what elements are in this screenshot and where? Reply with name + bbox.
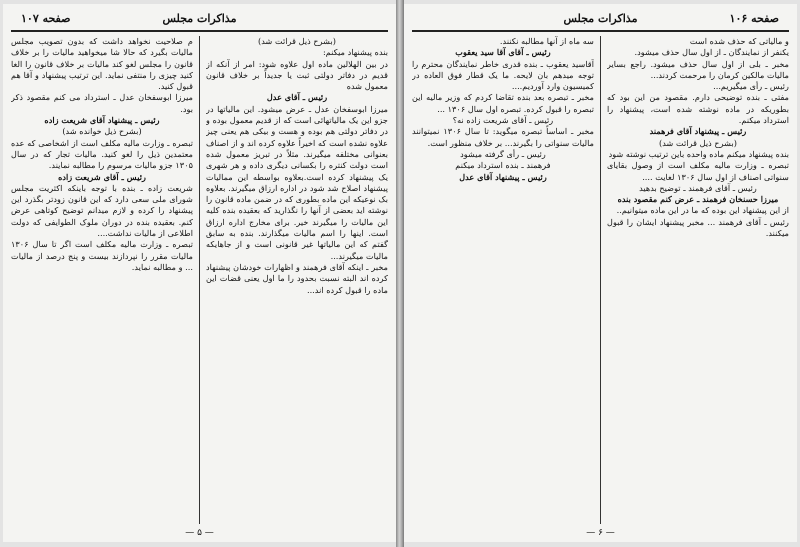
left-page (3, 4, 396, 542)
left-page-footer: — ۵ — (185, 528, 214, 538)
paragraph: یکنفر از نمایندگان ـ از اول سال حذف میشود. (634, 47, 789, 58)
paragraph: (بشرح ذیل قرائت شد) (258, 36, 336, 46)
paragraph: مخبر ـ اینکه آقای فرهمند و اظهارات خودشان پیشنهاد کرده اند البته نسبت بحدود را ما اول یعنی قضات این ماده را قبول کرده اند... (206, 261, 388, 295)
column-divider (600, 36, 601, 524)
paragraph: مخبر ـ بلی از اول سال حذف میشود. راجع بسایر مالیات مالکین کرمان را مرحمت کردند... (607, 58, 789, 80)
paragraph: رئیس ـ پیشنهاد آقای عدل (459, 171, 547, 182)
right-page-header (412, 10, 789, 32)
paragraph: مخبر ـ اساساً تبصره میگوید: تا سال ۱۳۰۶ نمیتوانند مالیات سنواتی را بگیرند... بر خلاف منظور است. (412, 126, 594, 148)
left-page-column-left (11, 36, 193, 524)
paragraph: رئیس ـ پیشنهاد آقای فرهمند (649, 126, 747, 137)
paragraph: (بشرح ذیل قرائت شد) (659, 137, 737, 148)
right-page-column-left (412, 36, 594, 524)
paragraph: (بشرح ذیل خوانده شد) (62, 126, 142, 137)
paragraph: رئیس ـ آقای آقا سید یعقوب (455, 47, 551, 58)
paragraph: رئیس ـ آقای فرهمند ـ توضیح بدهید (639, 182, 757, 193)
column-divider (199, 36, 200, 524)
paragraph: م صلاحیت نخواهد داشت که بدون تصویب مجلس مالیات بگیرد که حالا شا میخواهید مالیات را بر خلاف قانون را مجلس لغو کند مالیات بر خلاف قانون را الغا کنید چیزی را منتفی نماید. این ترتیب پیشنهاد و آقا هم قبول کنید. (11, 36, 193, 92)
paragraph: آقاسید یعقوب ـ بنده قدری خاطر نمایندگان محترم را توجه میدهم بان لایحه. ما یک قطار فوق العاده در کمیسیون وارد آوردیم.... (412, 58, 594, 92)
paragraph: شریعت زاده ـ بنده با توجه باینکه اکثریت مجلس شورای ملی سعی دارد که این قانون زودتر بگذرد این پیشنهاد را کرده و لازم میدانم توضیح کوتاهی عرض کنم. بعقیده بنده در دوران ملوک الطوایفی که دولت اطلاعی از مالیات نداشت.... (11, 182, 193, 239)
paragraph: بنده پیشنهاد میکنم ماده واحده باین ترتیب نوشته شود (608, 148, 789, 159)
left-page-title: مذاکرات مجلس (162, 12, 237, 25)
right-page-footer: — ۶ — (586, 528, 615, 538)
right-page (404, 4, 797, 542)
paragraph: تبصره ـ وزارت مالیه مکلف است اگر تا سال ۱۳۰۶ مالیات مقرر را نپردازند بیست و پنج درصد از مالیات ... و مطالبه نماید. (11, 239, 193, 272)
paragraph: سه ماه از آنها مطالبه نکنند. (499, 36, 594, 46)
paragraph: و مالیاتی که حذف شده است (689, 36, 789, 46)
paragraph: فرهمند ـ بنده استرداد میکنم (455, 160, 551, 171)
paragraph: رئیس ـ رأی گرفته میشود (460, 148, 546, 159)
left-page-number: صفحه ۱۰۷ (21, 12, 71, 25)
paragraph: رئیس ـ آقای فرهمند ... مخبر پیشنهاد ایشان را قبول میکنند. (607, 216, 789, 239)
paragraph: رئیس ـ پیشنهاد آقای شریعت زاده (44, 115, 160, 126)
paragraph: در بین الهلالین ماده اول علاوه شود: امر از آنکه از قدیم در دفاتر دولتی ثبت یا جدیداً بر خلاف قانون معمول شده (206, 58, 388, 92)
right-page-number: صفحه ۱۰۶ (729, 12, 779, 25)
paragraph: مخبر ـ تبصره بعد بنده تقاضا کردم که وزیر مالیه این تبصره را قبول کرده. تبصره اول سال ۱۳۰۶ ... (412, 92, 594, 114)
paragraph: تبصره ـ وزارت مالیه مکلف است از اشخاصی که عده معتمدین ذیل را لغو کنید. مالیات تجار که در سال ۱۳۰۵ جزو مالیات مرسوم را مطالبه نمایند. (11, 137, 193, 171)
right-page-column-right (607, 36, 789, 524)
paragraph: میرزا ابوسفخان عدل ـ عرض میشود. این مالیاتها در جزو این یک مالیاتهائی است که از قدیم معمول بوده و در دفاتر دولتی هم بوده و هست و بیکی هم یعنی چیز علاوه نشده است که اخیراً علاوه کرده اند و از اصناف بعنوانی مختلفه میگیرند. مثلاً در تبریز معمول شده است دولت کنتره را بکسانی دیگری داده و هر شهری یک پیشنهاد کرده است.بعلاوه بواسطه این ممالیات پیشنهاد اصلاح شد شود در اداره ارزاق میگیرند. بعلاوه بک نوعیکه این ماده بطوری که در ضمن ماده قانون را نوشته اید بعضی از آنها را نگذارید که بعقیده بنده کلیه این مالیات را میگیرند خیر. برای مخارج اداره ارزاق است. اینها را اسم مالیات میگذارند. بنده به سابق گفتم که این مالیاتها غیر قانونی است و از جاهایکه مالیات میگیرند... (206, 103, 388, 261)
book-gutter (396, 0, 404, 547)
paragraph: بنده پیشنهاد میکنم: (322, 47, 388, 58)
left-page-header (11, 10, 388, 32)
paragraph: رئیس ـ آقای شریعت زاده (58, 171, 146, 182)
paragraph: میرزا حسنخان فرهمند ـ عرض کنم مقصود بنده (617, 194, 779, 205)
paragraph: تبصره ـ وزارت مالیه مکلف است از وصول بقایای سنواتی اصناف از اول سال ۱۳۰۶ لغایت .... (607, 160, 789, 182)
paragraph: مفتی ـ بنده توضیحی دارم. مقصود من این بود که بطوریکه در ماده نوشته شده است، پیشنهاد را استرداد میکنم. (607, 92, 789, 126)
paragraph: از این پیشنهاد این بوده که ما در این ماده میتوانیم.. (616, 205, 789, 216)
paragraph: رئیس ـ آقای شریعت زاده نه؟ (452, 115, 554, 126)
right-page-title: مذاکرات مجلس (563, 12, 638, 25)
left-page-column-right (206, 36, 388, 524)
paragraph: رئیس ـ رأی میگیریم... (713, 81, 789, 92)
paragraph: میرزا ابوسفخان عدل ـ استرداد می کنم مقصود ذکر بود. (11, 92, 193, 114)
paragraph: رئیس ـ آقای عدل (266, 92, 328, 103)
